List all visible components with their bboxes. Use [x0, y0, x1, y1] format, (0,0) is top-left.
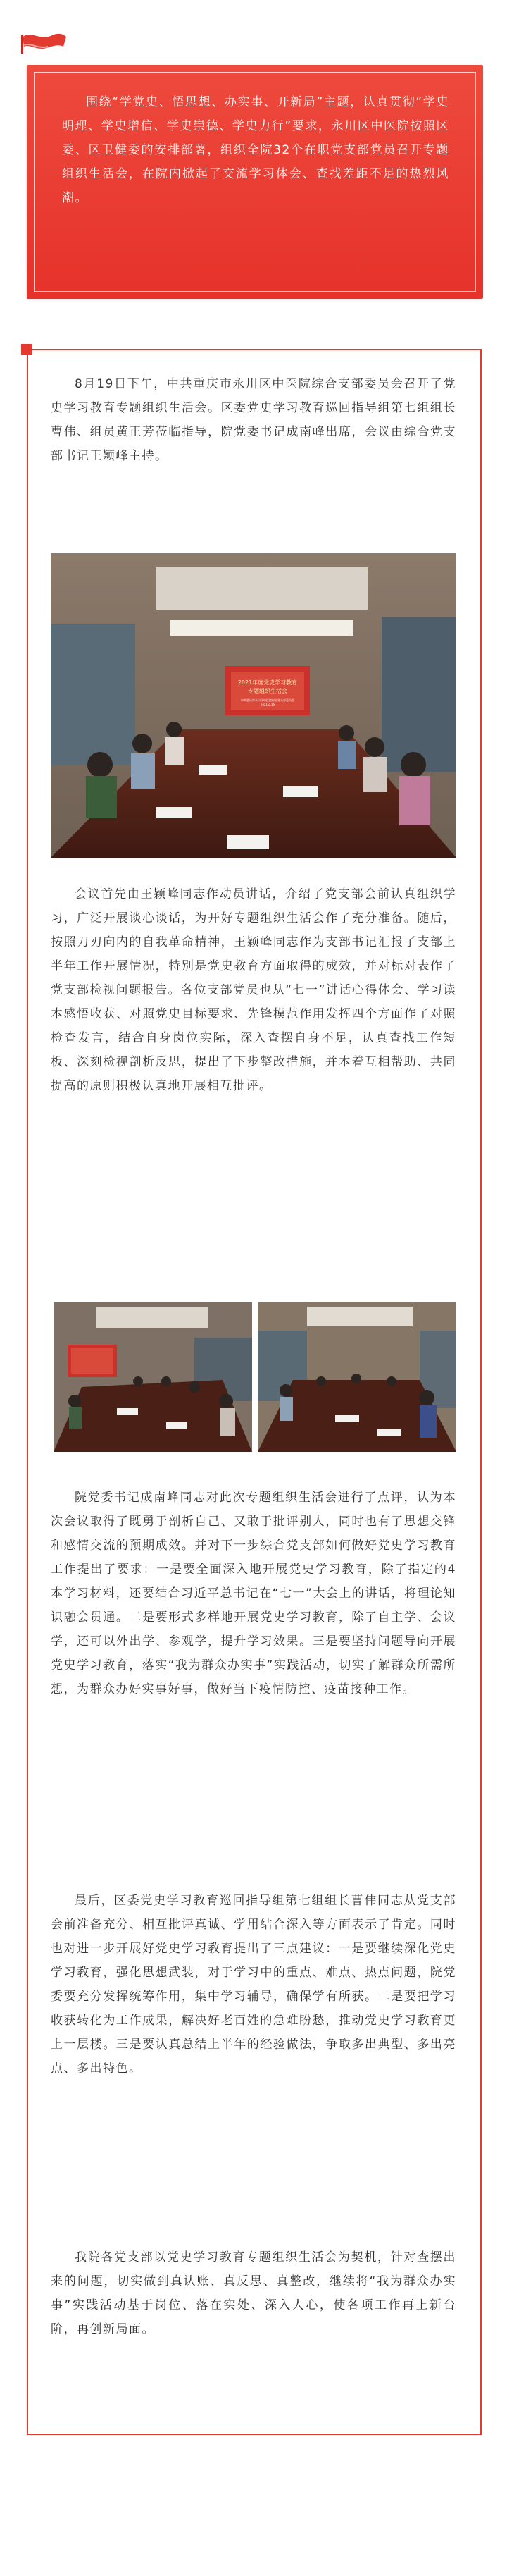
flag-icon: [20, 31, 69, 55]
corner-decoration: [21, 344, 32, 355]
article-paragraph-2: 会议首先由王颖峰同志作动员讲话，介绍了党支部会前认真组织学习，广泛开展谈心谈话，为开好专题组织生活会作了充分准备。随后，按照刀刃向内的自我革命精神，王颖峰同志作为支部书记汇报了支部上半年工作开展情况，特别是党史教育方面取得的成效，并对标对表作了党支部检视问题报告。各位支部党员也从“七一”讲话心得体会、学习读本感悟收获、对照党史目标要求、先锋模范作用发挥四个方面作了对照检查发言，结合自身岗位实际，深入查摆自身不足，认真查找工作短板、深刻检视剖析反思，提出了下步整改措施，并本着互相帮助、共同提高的原则积极认真地开展相互批评。: [51, 887, 456, 1093]
meeting-photo-left: [54, 1302, 252, 1452]
banner-date: 2021.8.19: [260, 703, 275, 707]
article-paragraph-4: 最后，区委党史学习教育巡回指导组第七组组长曹伟同志从党支部会前准备充分、相互批评真诚、学用结合深入等方面表示了肯定。同时也对进一步开展好党史学习教育提出了三点建议：一是要继续深化党史学习教育，强化思想武装，对于学习中的重点、难点、热点问题，院党委要充分发挥统筹作用，集中学习辅导，确保学有所获。二是要把学习收获转化为工作成果，解决好老百姓的急难盼愁，推动党史学习教育更上一层楼。三是要认真总结上半年的经验做法，争取多出典型、多出亮点、多出特色。: [51, 1894, 456, 2076]
banner-line1: 2021年度党史学习教育: [237, 679, 298, 686]
intro-box: [27, 65, 483, 299]
intro-text: 围绕“学党史、悟思想、办实事、开新局”主题，认真贯彻“学史明理、学史增信、学史崇德、学史力行”要求，永川区中医院按照区委、区卫健委的安排部署，组织全院32个在职党支部党员召开专题组织生活会，在院内掀起了交流学习体会、查找差距不足的热烈风潮。: [62, 95, 449, 205]
article-paragraph-1: 8月19日下午，中共重庆市永川区中医院综合支部委员会召开了党史学习教育专题组织生活会。区委党史学习教育巡回指导组第七组组长曹伟、组员黄正芳莅临指导，院党委书记成南峰出席，会议由综合党支部书记王颖峰主持。: [51, 377, 456, 463]
article-paragraph-3: 院党委书记成南峰同志对此次专题组织生活会进行了点评，认为本次会议取得了既勇于剖析自己、又敢于批评别人，同时也有了思想交锋和感情交流的预期成效。并对下一步综合党支部如何做好党史学习教育工作提出了要求：一是要全面深入地开展党史学习教育，除了指定的4本学习材料，还要结合习近平总书记在“七一”大会上的讲话，将理论知识融会贯通。二是要形式多样地开展党史学习教育，除了自主学、会议学，还可以外出学、参观学，提升学习效果。三是要坚持问题导向开展党史学习教育，落实“我为群众办实事”实践活动，切实了解群众所需所想，为群众办好实事好事，做好当下疫情防控、疫苗接种工作。: [51, 1491, 456, 1696]
article-paragraph-5: 我院各党支部以党史学习教育专题组织生活会为契机，针对查摆出来的问题，切实做到真认账、真反思、真整改，继续将“我为群众办实事”实践活动基于岗位、落在实处、深入人心，使各项工作再上新台阶，再创新局面。: [51, 2250, 456, 2336]
banner-sub: 中共重庆市永川区中医院综合党支部委员会: [241, 698, 294, 702]
banner-line2: 专题组织生活会: [248, 688, 287, 694]
meeting-photo-main: [51, 553, 456, 858]
meeting-photo-right: [258, 1302, 456, 1452]
